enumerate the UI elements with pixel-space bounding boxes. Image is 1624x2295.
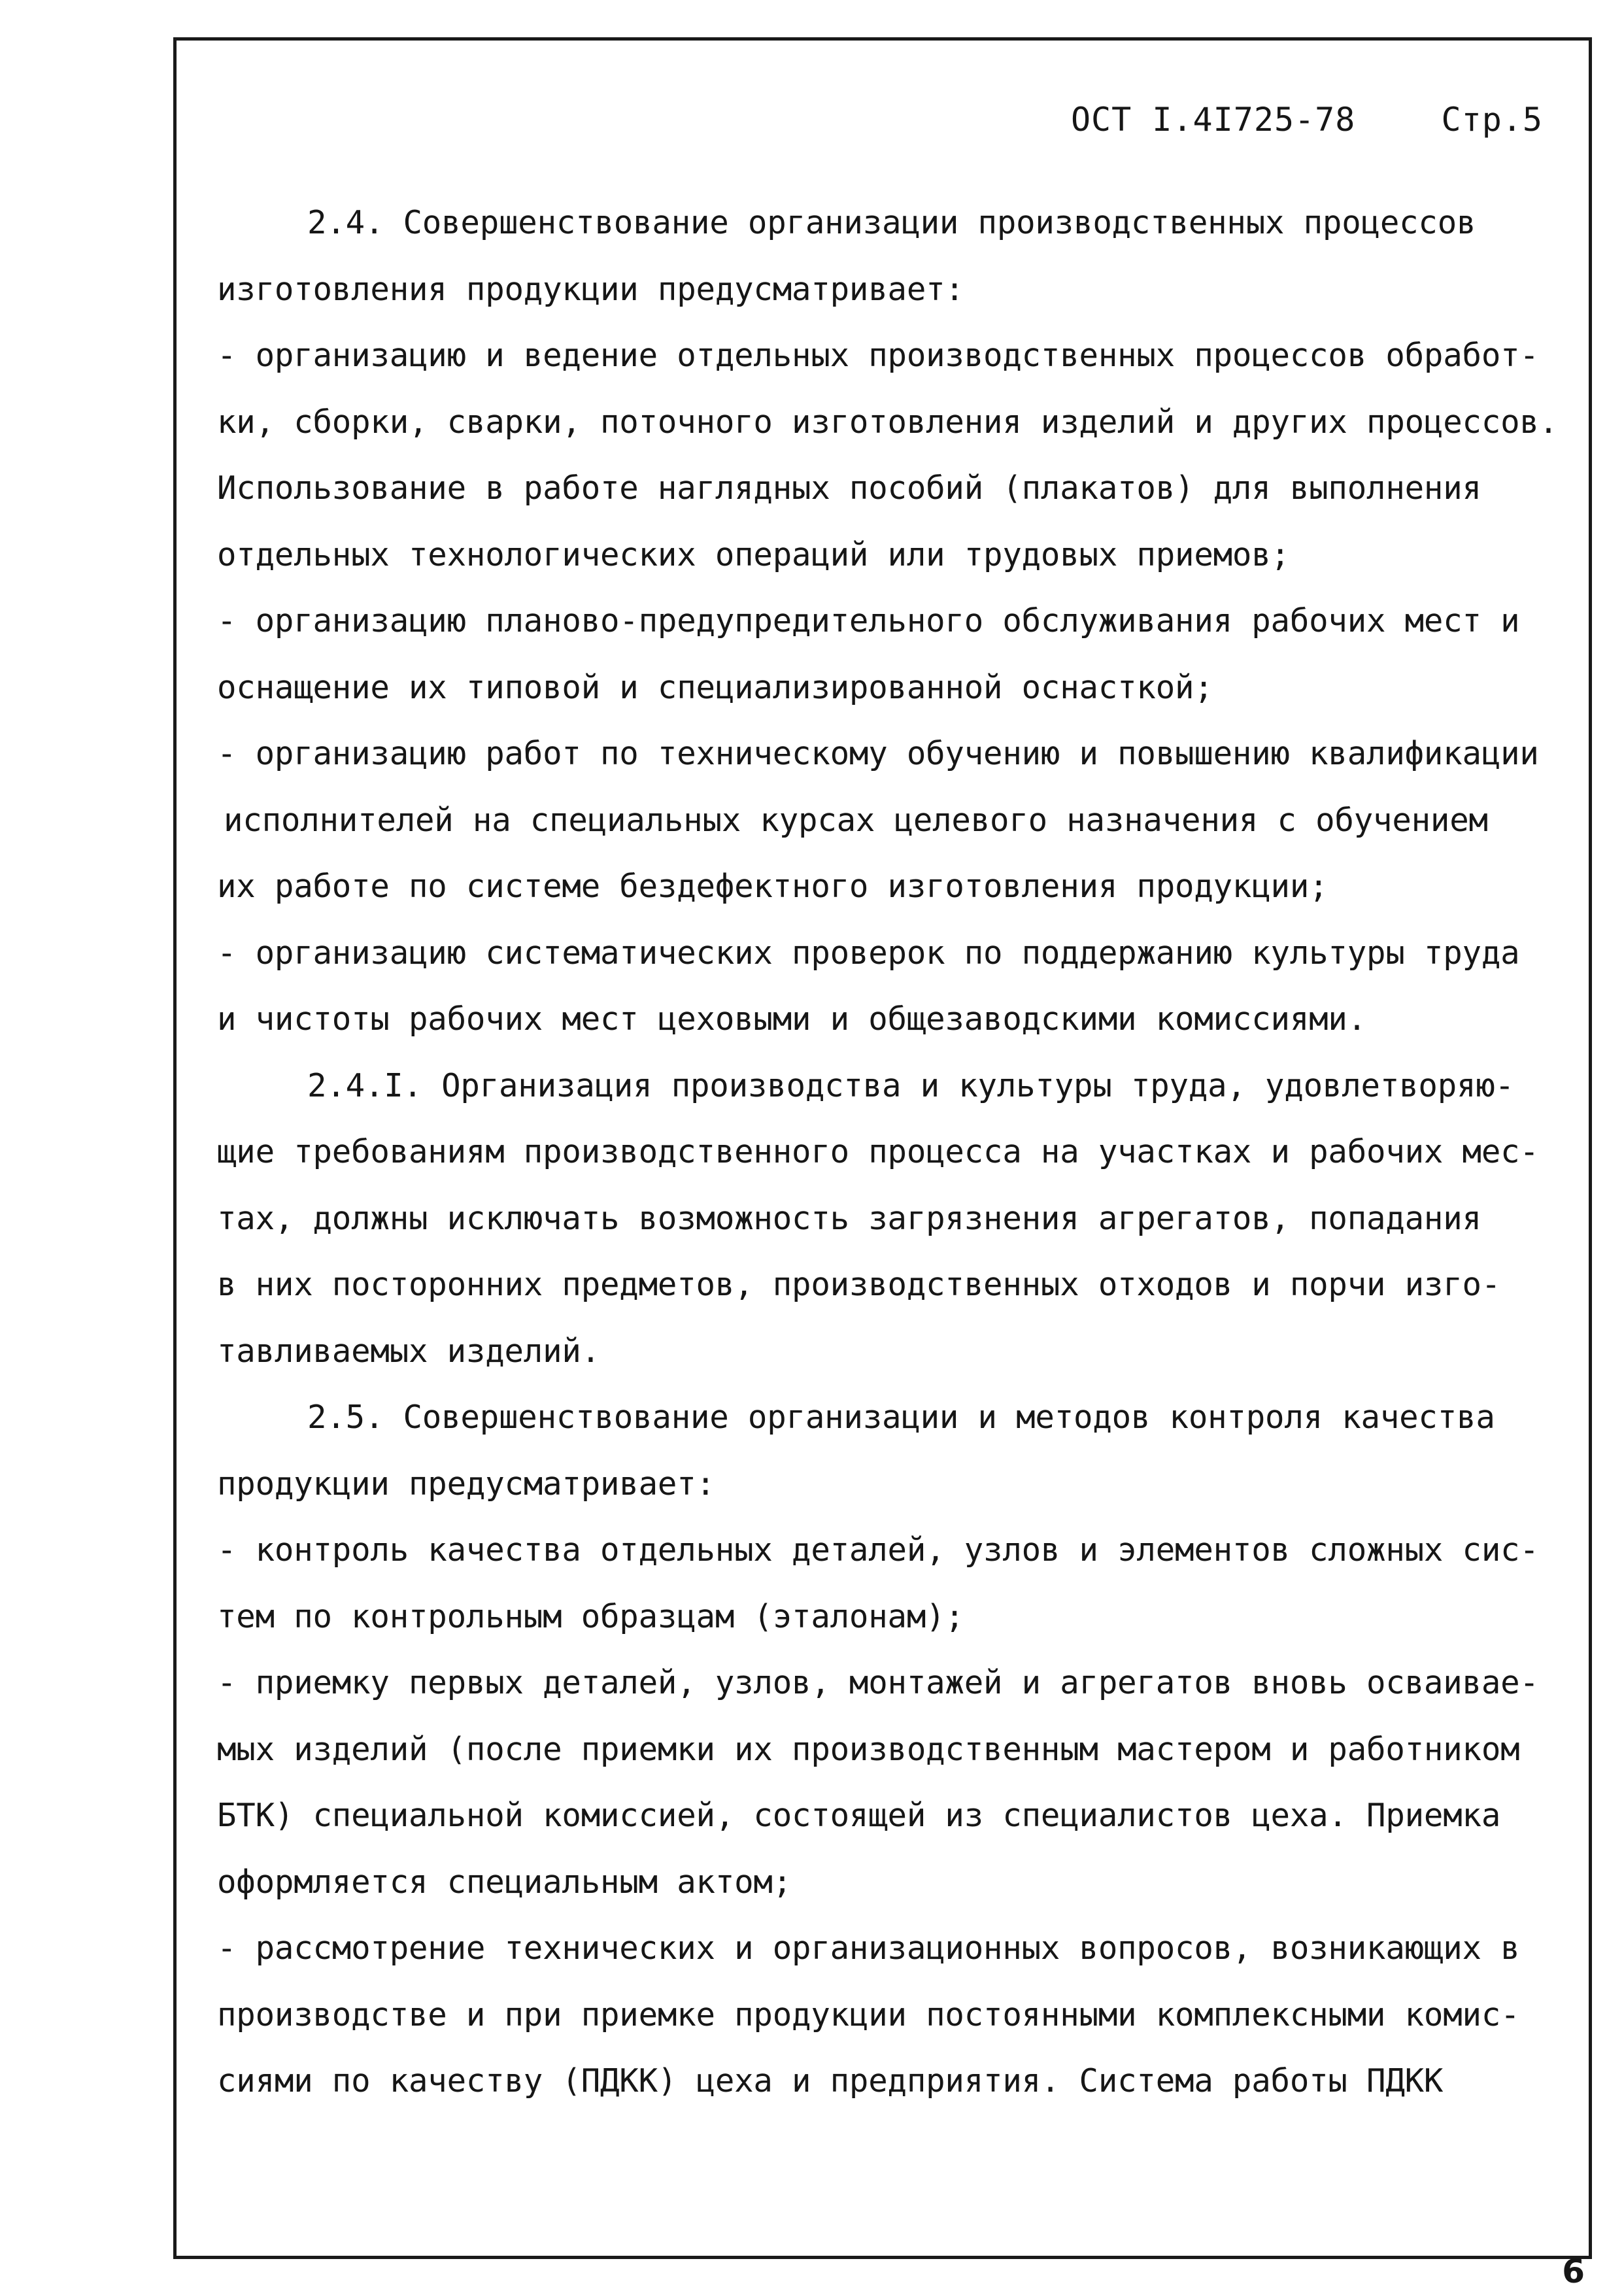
- text-line: исполнителей на специальных курсах целевого назначения с обучением: [224, 801, 1488, 839]
- text-line: продукции предусматривает:: [217, 1465, 715, 1503]
- page-label: Стр.5: [1441, 101, 1543, 139]
- paragraph-2-4-heading: 2.4. Совершенствование организации производственных процессов: [307, 204, 1476, 241]
- text-line: в них посторонних предметов, производственных отходов и порчи изго-: [217, 1266, 1501, 1303]
- document-body: [217, 190, 1564, 2115]
- list-item-line: - рассмотрение технических и организационных вопросов, возникающих в: [217, 1930, 1520, 1967]
- text-line: ки, сборки, сварки, поточного изготовления изделий и других процессов.: [217, 403, 1559, 441]
- text-line: мых изделий (после приемки их производственным мастером и работником: [217, 1730, 1520, 1768]
- paragraph-2-5-heading: 2.5. Совершенствование организации и методов контроля качества: [307, 1399, 1495, 1436]
- text-line: Использование в работе наглядных пособий (плакатов) для выполнения: [217, 469, 1481, 507]
- list-item-line: - приемку первых деталей, узлов, монтажей и агрегатов вновь осваивае-: [217, 1664, 1539, 1701]
- text-line: щие требованиям производственного процесса на участках и рабочих мес-: [217, 1133, 1539, 1170]
- text-line: оснащение их типовой и специализированной оснасткой;: [217, 668, 1213, 706]
- text-line: оформляется специальным актом;: [217, 1863, 792, 1901]
- text-line: БТК) специальной комиссией, состоящей из специалистов цеха. Приемка: [217, 1797, 1501, 1834]
- text-line: и чистоты рабочих мест цеховыми и общезаводскими комиссиями.: [217, 1000, 1367, 1038]
- list-item-line: - организацию и ведение отдельных производственных процессов обработ-: [217, 337, 1539, 374]
- page-number: 6: [1562, 2252, 1585, 2290]
- text-line: их работе по системе бездефектного изготовления продукции;: [217, 868, 1328, 905]
- standard-code: ОСТ I.4I725-78: [1070, 101, 1356, 139]
- paragraph-2-4-1-heading: 2.4.I. Организация производства и культуры труда, удовлетворяю-: [307, 1066, 1514, 1104]
- list-item-line: - организацию систематических проверок по поддержанию культуры труда: [217, 934, 1520, 972]
- list-item-line: - организацию работ по техническому обучению и повышению квалификации: [217, 735, 1539, 772]
- text-line: сиями по качеству (ПДКК) цеха и предприятия. Система работы ПДКК: [217, 2062, 1444, 2100]
- text-line: тем по контрольным образцам (эталонам);: [217, 1597, 964, 1635]
- list-item-line: - организацию планово-предупредительного обслуживания рабочих мест и: [217, 602, 1520, 639]
- text-line: изготовления продукции предусматривает:: [217, 270, 964, 308]
- text-line: производстве и при приемке продукции постоянными комплексными комис-: [217, 1996, 1520, 2033]
- text-line: отдельных технологических операций или трудовых приемов;: [217, 536, 1290, 573]
- text-line: тах, должны исключать возможность загрязнения агрегатов, попадания: [217, 1199, 1481, 1237]
- text-line: тавливаемых изделий.: [217, 1332, 601, 1370]
- page-header: [1071, 101, 1543, 139]
- page-frame: [173, 37, 1592, 2259]
- list-item-line: - контроль качества отдельных деталей, узлов и элементов сложных сис-: [217, 1531, 1539, 1569]
